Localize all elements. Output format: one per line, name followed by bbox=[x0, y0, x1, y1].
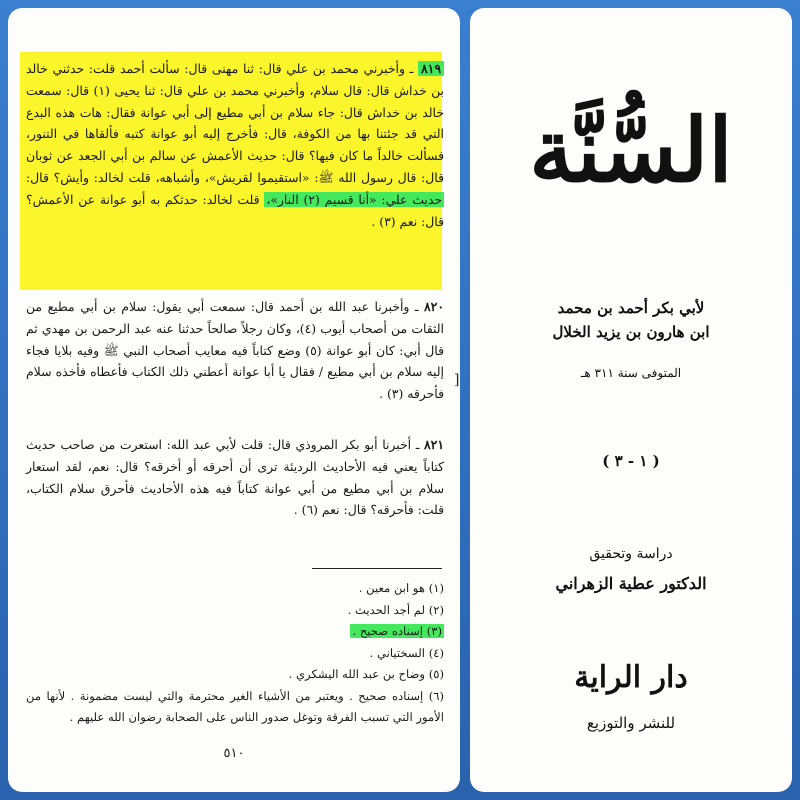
cover-title bbox=[470, 98, 792, 202]
author-line-1: لأبي بكر أحمد بن محمد bbox=[557, 299, 705, 317]
study-label: دراسة وتحقيق bbox=[589, 546, 673, 562]
entry-number-819: ٨١٩ bbox=[418, 61, 444, 76]
cover-author bbox=[470, 296, 792, 344]
footnote: (١) هو ابن معين . bbox=[358, 581, 444, 595]
entry-820 bbox=[26, 296, 444, 405]
entry-821 bbox=[26, 434, 444, 521]
publisher-name: دار الراية bbox=[574, 660, 688, 695]
publisher-distribution: للنشر والتوزيع bbox=[586, 714, 676, 732]
book-cover bbox=[470, 8, 792, 792]
entry-819 bbox=[26, 58, 444, 232]
footnote-divider bbox=[312, 568, 442, 569]
entry-819-text: ـ وأخبرني محمد بن علي قال: ثنا مهنى قال: سألت أحمد قلت: حدثني خالد بن خداش قال: قال سلام، وأخبرني محمد بن علي قال: ثنا يحيى (١) قال: سمعت خالد بن خداش قال: جاء سلام بن أبي مطيع إلى أبي عوانة فقال: هات هذه البدع التي قد جئتنا بها من الكوفة، قال: فأخرج إليه أبو عوانة كتبه فألقاها في التنور، فسألت خالداً ما كان فيها؟ قال: حديث الأعمش عن سالم بن أبي الجعد عن ثوبان قال: قال رسول الله ﷺ: «استقيموا لقريش»، وأشباهه، قلت لخالد: وأيش؟ قال: bbox=[26, 61, 444, 185]
author-death-year: المتوفى سنة ٣١١ هـ bbox=[580, 366, 682, 380]
footnote-highlighted: (٣) إسناده صحيح . bbox=[352, 624, 442, 638]
entry-820-text: ـ وأخبرنا عبد الله بن أحمد قال: سمعت أبي يقول: سلام بن أبي مطيع من الثقات من أصحاب أيوب (٤)، وكان رجلاً صالحاً حدثنا عنه عبد الرحمن بن مهدي ثم قال أبي: كان أبو عوانة (٥) وضع كتاباً فيه معايب أصحاب النبي ﷺ وفيه بلايا فجاء إليه سلام بن أبي مطيع / فقال يا أبا عوانة أعطني ذلك الكتاب فأعطاه فأخذه سلام فأحرقه (٣) . bbox=[26, 299, 444, 402]
margin-bracket: ] bbox=[454, 372, 460, 388]
footnote: (٥) وضاح بن عبد الله اليشكري . bbox=[288, 667, 444, 681]
entry-number-821: ٨٢١ bbox=[424, 437, 444, 452]
editor-name: الدكتور عطية الزهراني bbox=[555, 574, 707, 593]
page-number: ٥١٠ bbox=[223, 746, 245, 761]
cover-title-text: السُّنَّة bbox=[529, 98, 733, 202]
footnote: (٢) لم أجد الحديث . bbox=[347, 602, 444, 617]
footnotes bbox=[26, 578, 444, 729]
author-line-2: ابن هارون بن يزيد الخلال bbox=[552, 323, 710, 341]
volume-range: ( ١ - ٣ ) bbox=[602, 452, 660, 470]
entry-821-text: ـ أخبرنا أبو بكر المروذي قال: قلت لأبي عبد الله: استعرت من صاحب حديث كتاباً يعني فيه الأحاديث الرديئة ترى أن أحرقه أو أخرقه؟ قال: نعم، لقد استعار سلام بن أبي مطيع من أبي عوانة كتاباً فيه هذه الأحاديث فأحرق سلام الكتاب، قلت: فأحرقه؟ قال: نعم (٦) . bbox=[26, 437, 444, 518]
footnote: (٦) إسناده صحيح . ويعتبر من الأشياء الغير محترمة والتي ليست مضمونة . لأنها من الأمور التي تسبب الفرقة وتوغل صدور الناس على الصحابة رضوان الله عليهم . bbox=[26, 688, 444, 724]
footnote: (٤) السختياني . bbox=[369, 645, 444, 660]
entry-number-820: ٨٢٠ bbox=[424, 299, 444, 314]
book-page-text bbox=[8, 8, 460, 792]
green-highlight-hadith: حديث علي: «أنا قسيم (٢) النار»، bbox=[266, 191, 442, 207]
entry-819-text-end: قلت لخالد: حدثكم به أبو عوانة عن الأعمش؟ قال: نعم (٣) . bbox=[26, 191, 444, 229]
